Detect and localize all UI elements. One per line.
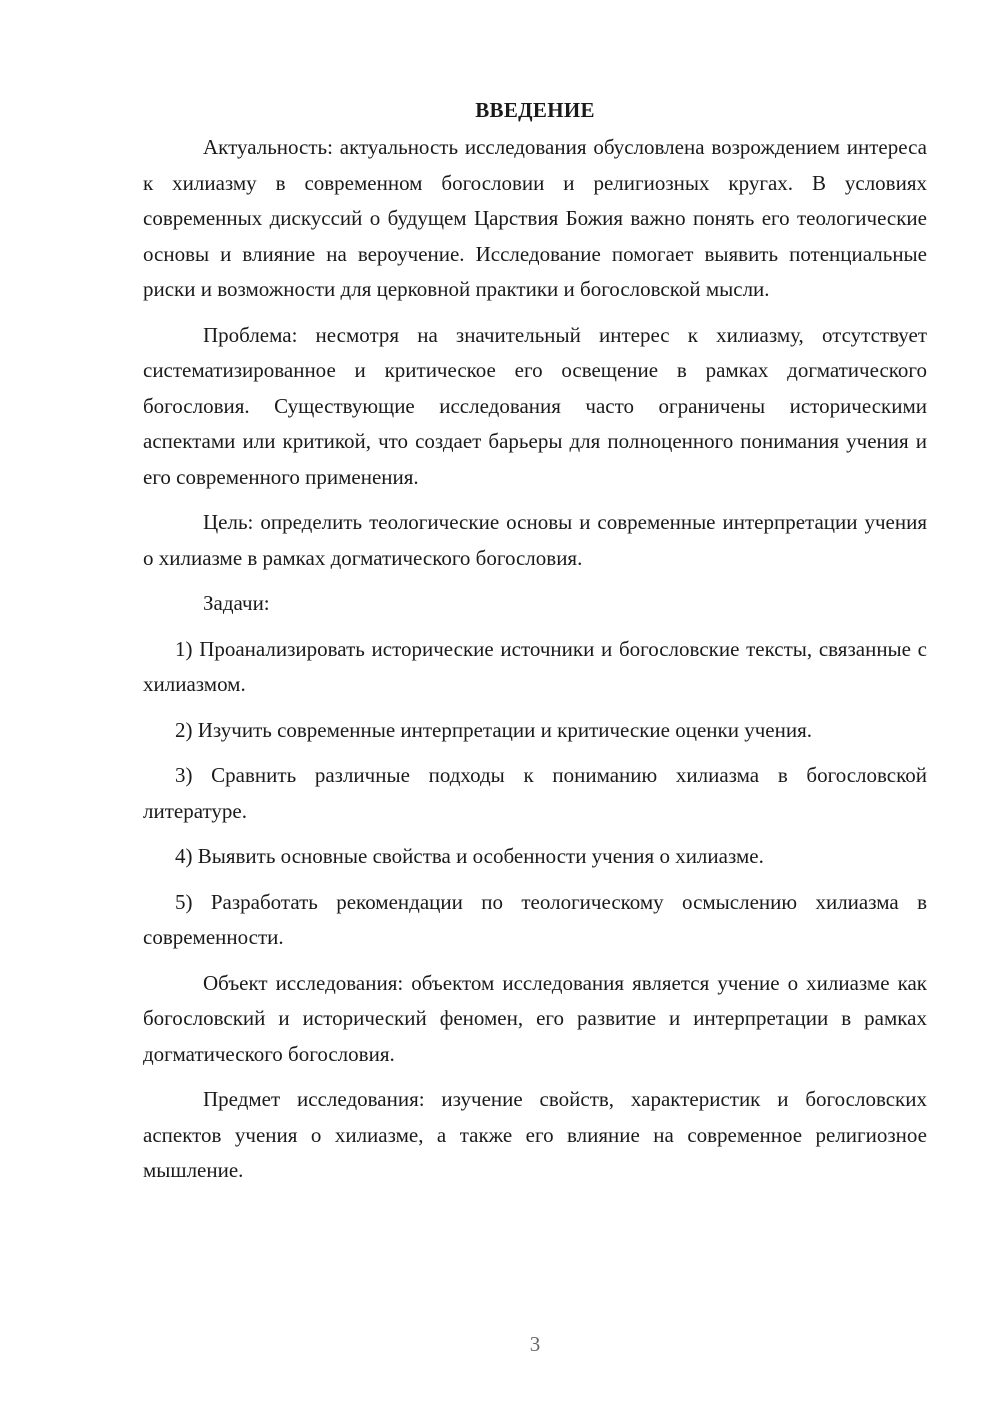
subject-paragraph: Предмет исследования: изучение свойств, характеристик и богословских аспектов учения о хилиазме, а также его влияние на современное религиозное мышление. (143, 1087, 927, 1182)
relevance-paragraph: Актуальность: актуальность исследования обусловлена возрождением интереса к хилиазму в современном богословии и религиозных кругах. В условиях современных дискуссий о будущем Царствия Божия важно понять его теологические основы и влияние на вероучение. Исследование помогает выявить потенциальные риски и возможности для церковной практики и богословской мысли. (143, 135, 927, 301)
task-item-1: 1) Проанализировать исторические источники и богословские тексты, связанные с хилиазмом. (143, 636, 927, 696)
problem-paragraph: Проблема: несмотря на значительный интерес к хилиазму, отсутствует систематизированное и критическое его освещение в рамках догматического богословия. Существующие исследования часто ограничены историческими аспектами или критикой, что создает барьеры для полноценного понимания учения и его современного применения. (143, 322, 927, 489)
page-title: ВВЕДЕНИЕ (475, 98, 595, 122)
task-item-3: 3) Сравнить различные подходы к пониманию хилиазма в богословской литературе. (143, 763, 927, 823)
page-number: 3 (529, 1332, 541, 1356)
object-paragraph: Объект исследования: объектом исследования является учение о хилиазме как богословский и исторический феномен, его развитие и интерпретации в рамках догматического богословия. (143, 970, 927, 1066)
tasks-heading: Задачи: (203, 591, 270, 615)
task-item-2: 2) Изучить современные интерпретации и критические оценки учения. (175, 717, 812, 742)
goal-paragraph: Цель: определить теологические основы и современные интерпретации учения о хилиазме в рамках догматического богословия. (143, 510, 927, 570)
task-item-4: 4) Выявить основные свойства и особенности учения о хилиазме. (175, 844, 764, 868)
page-content (143, 92, 927, 1199)
task-item-5: 5) Разработать рекомендации по теологическому осмыслению хилиазма в современности. (143, 889, 927, 949)
